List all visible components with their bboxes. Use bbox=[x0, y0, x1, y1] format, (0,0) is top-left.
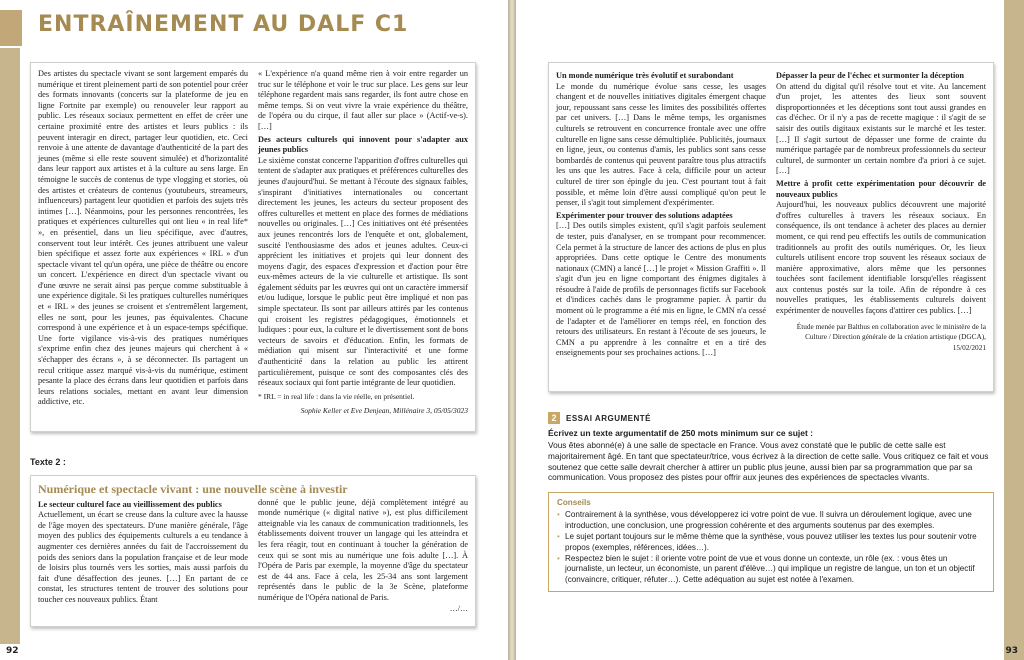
page-number-left: 92 bbox=[6, 646, 19, 656]
text1-paragraph: Des artistes du spectacle vivant se sont largement emparés du numérique et tirent pleinement parti de son potentiel pour créer des formats innovants (concerts sur la plateforme de jeu en ligne Fortnite par exemple) ou renouveler leur rapport au public. Les réseaux sociaux permettent en effet de créer une certaine proximité entre des artistes et leurs publics : ils peuvent interagir en direct, partager leur quotidien, etc. Ceci renvoie à une attente de davantage d'authenticité de la part des jeunes (même si elle reste souvent simulée) et d'horizontalité dans leur rapport aux artistes et à la culture au sens large. En témoigne le succès de contenus de type vlogging et stories, où des artistes et créateurs de contenus (youtubeurs, streameurs, influenceurs) partagent leur quotidien et parfois des sujets très intimes […]. Néanmoins, pour les personnes rencontrées, les pratiques et expériences culturelles qui ont lieu « in real life* », en présentiel, dans un lieu spécifique, avec d'autres, conservent tout leur intérêt. Ces jeunes attribuent une valeur bien spécifique et assez forte aux expériences « IRL » d'un spectacle vivant tel qu'un opéra, une pièce de théâtre ou encore un concert. L'expérience en direct d'un spectacle vivant ou d'une œuvre ne serait ainsi pas perçue comme substituable à une expérience digitale. Si les pratiques culturelles numériques et « IRL » des jeunes se croisent et s'entremêlent largement, elles ne sont, pour les jeunes, pas équivalentes. Chacune correspond à une expérience et à un espace-temps spécifique. Une forte vigilance vis-à-vis des pratiques numériques s'exprime enfin chez des jeunes majeurs qui cherchent à « s'échapper des écrans », à se déconnecter. Ils partagent un recul critique assez marqué vis-à-vis du numérique, estiment pesante la place des écrans dans leur quotidien et parfois dans leurs relations sociales, mettant en avant leur dimension addictive, etc. bbox=[38, 69, 248, 407]
text2-column-1 bbox=[38, 498, 248, 615]
text1-citation: Sophie Keller et Eve Denjean, Millénaire 3, 05/05/3023 bbox=[300, 406, 468, 416]
essay-section bbox=[548, 412, 994, 483]
text2-paragraph: Actuellement, un écart se creuse dans la culture avec la hausse de l'âge moyen des spectateurs. D'une manière générale, l'âge moyen des publics des équipements culturels a eu tendance à augmenter ces dernières années du fait de l'accroissement du poids des seniors dans la population française et de leur mode de loisirs plus tournés vers les sorties, mais aussi parfois du fait d'une désaffection des jeunes. […] En partant de ce constat, les structures tentent de trouver des solutions pour toucher ces nouveaux publics. Étant bbox=[38, 510, 248, 604]
text1b-paragraph-4: Aujourd'hui, les nouveaux publics découvrent une majorité d'offres culturelles à travers les réseaux sociaux. En conséquence, ils ont tendance à acheter des places au dernier moment, ce qui rend peu effectifs les outils de communication traditionnels au profit des outils numériques. Or, les lieux culturels utilisent encore trop souvent les réseaux sociaux de manière approximative, alors même que les personnes touchées sont facilement identifiable lorsqu'elles réagissent aux contenus postés sur la toile. Afin de répondre à ces nouvelles pratiques, les établissements culturels doivent expérimenter de nouvelles façons d'attirer ces publics. […] bbox=[776, 200, 986, 316]
tips-box bbox=[548, 492, 994, 592]
text1b-paragraph-2: […] Des outils simples existent, qu'il s'agit parfois seulement de tester, puis d'analyser, en se trompant pour recommencer. Cela permet à la structure de lancer des actions de plus en plus appropriées. Dans cette optique le Centre des monuments nationaux (CMN) a lancé […] le projet « Mission Graffiti ». Il s'agit d'un jeu en ligne comportant des énigmes digitales à résoudre à l'aide de profils de personnages fictifs sur Facebook et d'indices cachés dans le programme papier. À partir du moment où le programme a été mis en ligne, le CMN n'a cessé de l'adapter et de l'améliorer en temps réel, en fonction des retours des utilisateurs. En restant à l'écoute de ses joueurs, le CMN a pu apprendre à les connaître et en a tiré des enseignements pour ses prochaines actions. […] bbox=[556, 221, 766, 358]
tip-item: • Respectez bien le sujet : il oriente votre point de vue et vous donne un contexte, un rôle (ex. : vous êtes un journaliste, un lecteur, un économiste, un parent d'élève…) qui implique un registre de langue, un ton et un objectif (convaincre, critiquer, réfuter…). Cette adéquation au sujet est notée à l'examen. bbox=[557, 554, 985, 585]
text1b-subheading-1: Un monde numérique très évolutif et surabondant bbox=[556, 71, 734, 80]
left-margin-band bbox=[0, 44, 20, 644]
essay-heading: ESSAI ARGUMENTÉ bbox=[566, 413, 651, 423]
tip-item: • Le sujet portant toujours sur le même thème que la synthèse, vous pouvez utiliser les textes lus pour soutenir votre propos (exemples, références, idées…). bbox=[557, 532, 985, 553]
text2-title: Numérique et spectacle vivant : une nouvelle scène à investir bbox=[38, 482, 348, 496]
text1b-credit: Étude menée par Balthus en collaboration avec le ministère de la Culture / Direction générale de la création artistique (DGCA), 15/02/2021 bbox=[796, 321, 986, 352]
header-band bbox=[0, 0, 508, 48]
text2-subheading: Le secteur culturel face au vieillissement des publics bbox=[38, 499, 222, 509]
page-number-right: 93 bbox=[1005, 646, 1018, 656]
text1-quote: « L'expérience n'a quand même rien à voir entre regarder un truc sur le téléphone et voir le truc sur place. Les gens sur leur téléphone regardent mais sans regarder, ils font autre chose en même temps. Si on veut vivre la vraie expérience du théâtre, de l'opéra ou du cirque, il faut aller sur place » (Actif-ve-s). […] bbox=[258, 69, 468, 131]
text1-footnote: * IRL = in real life : dans la vie réelle, en présentiel. bbox=[258, 391, 415, 401]
text1-column-1 bbox=[38, 69, 248, 417]
text2-label: Texte 2 : bbox=[30, 457, 66, 467]
text1-subheading: Des acteurs culturels qui innovent pour s'adapter aux jeunes publics bbox=[258, 134, 468, 155]
text1b-subheading-2: Expérimenter pour trouver des solutions adaptées bbox=[556, 210, 733, 220]
text1b-paragraph-3: On attend du digital qu'il résolve tout et vite. Au lancement d'un projet, les attentes des lieux sont souvent disproportionnées et les déceptions sont tout aussi grandes en cas d'échec. Or il n'y a pas de recette magique : il s'agit de se saisir des outils digitaux existants sur le marché et les tester. […] Il s'agit surtout de dépasser une forme de crainte du numérique partagée par de nombreux professionnels du secteur culturel, de surmonter un certain nombre d'a priori à ce sujet. […] bbox=[776, 81, 986, 176]
text1b-subheading-3: Dépasser la peur de l'échec et surmonter la déception bbox=[776, 71, 965, 80]
tip-item: • Contrairement à la synthèse, vous développerez ici votre point de vue. Il suivra un déroulement logique, avec une introduction, une conclusion, une progression cohérente et des arguments soutenus par des exemples. bbox=[557, 510, 985, 531]
text2-box bbox=[30, 475, 476, 627]
text1-box bbox=[30, 62, 476, 432]
text1b-column-2 bbox=[776, 69, 986, 359]
text1-paragraph-2: Le sixième constat concerne l'apparition d'offres culturelles qui tentent de s'adapter aux pratiques et préférences culturelles des jeunes d'aujourd'hui. Se mettant à l'écoute des signaux faibles, s'inspirant d'initiatives internationales ou concertant directement les jeunes, les acteurs du secteur proposent des offres culturelles et mettent en place des formes de médiations nouvelles ou originales. […] Ces initiatives ont été présentées aux jeunes rencontrés lors de l'enquête et ont, globalement, suscité l'enthousiasme des ados et jeunes adultes. Ceux-ci apprécient les initiatives et projets qui leur donnent des moyens d'agir, des espaces d'expression et d'action pour être eux-mêmes acteurs de la vie culturelle et artistique. Ils sont également séduits par les œuvres qui ont un caractère immersif et/ou ludique, lorsque le public peut être impliqué et non pas simple spectateur. Ils sont par ailleurs attirés par les contenus qui croisent les registres pédagogiques, émotionnels et ludiques : pour eux, la culture et le divertissement sont de bons vecteurs de savoirs et d'éducation. Enfin, les formats de médiation qui misent sur l'interactivité et une forme d'authenticité dans la relation au public les attirent particulièrement, puisque ce sont des composantes clés des réseaux sociaux qui font partie intégrante de leur quotidien. bbox=[258, 155, 468, 388]
book-gutter bbox=[508, 0, 516, 660]
page-title: ENTRAÎNEMENT AU DALF C1 bbox=[38, 12, 409, 37]
right-margin-band bbox=[1004, 0, 1024, 660]
header-accent-bar bbox=[0, 10, 22, 46]
text2-column-2 bbox=[258, 498, 468, 615]
text1b-paragraph-1: Le monde du numérique évolue sans cesse, les usages changent et de nouvelles initiatives digitales émergent chaque jour, repoussant sans cesse les limites des possibilités offertes par cet univers. […] Dans le même temps, les organismes culturels se retrouvent en concurrence frontale avec une offre culturelle en ligne sans cesse démultipliée. Publicités, journaux en ligne, jeux, ou contenus d'amis, les publics sont sans cesse bombardés de contenus qui peuvent paraître tous plus attractifs les uns que les autres. Face à cela, difficile pour un acteur culturel de tirer son épingle du jeu. C'est pourtant tout à fait possible, et même loin d'être aussi compliqué qu'on peut le penser, il s'agit tout simplement d'expérimenter. bbox=[556, 81, 766, 208]
text1-continued-box bbox=[548, 62, 994, 392]
essay-question: Écrivez un texte argumentatif de 250 mots minimum sur ce sujet : bbox=[548, 428, 813, 438]
text1b-column-1 bbox=[556, 69, 766, 359]
continued-marker: …/… bbox=[449, 603, 468, 613]
text2-paragraph-2: donné que le public jeune, déjà complètement intégré au monde numérique (« digital native »), est plus difficilement atteignable via les canaux de communication traditionnels, les établissements doivent trouver un langage qui les atteindra et les fera réagir, tout en continuant à toucher la génération de ceux qui se sont mis au numérique une fois adulte […]. À l'Opéra de Paris par exemple, la moyenne d'âge du spectateur est de 44 ans. Face à cela, les 25-34 ans sont largement représentés dans le public de la 3e Scène, plateforme numérique de l'Opéra national de Paris. bbox=[258, 497, 468, 602]
exercise-number-badge: 2 bbox=[548, 412, 560, 424]
tips-title: Conseils bbox=[557, 498, 591, 507]
text1b-subheading-4: Mettre à profit cette expérimentation pour découvrir de nouveaux publics bbox=[776, 178, 986, 199]
text1-column-2 bbox=[258, 69, 468, 417]
essay-prompt: Vous êtes abonné(e) à une salle de spectacle en France. Vous avez constaté que le public de cette salle est majoritairement âgé. En tant que spectateur/trice, vous écrivez à la direction de cette salle. Vous critiquez ce fait et vous soutenez que cette salle devrait chercher à attirer un public plus jeune, aussi bien par sa programmation que par sa communication. Vous proposez des pistes pour offrir aux jeunes des expériences de spectacles vivants. bbox=[548, 440, 989, 483]
